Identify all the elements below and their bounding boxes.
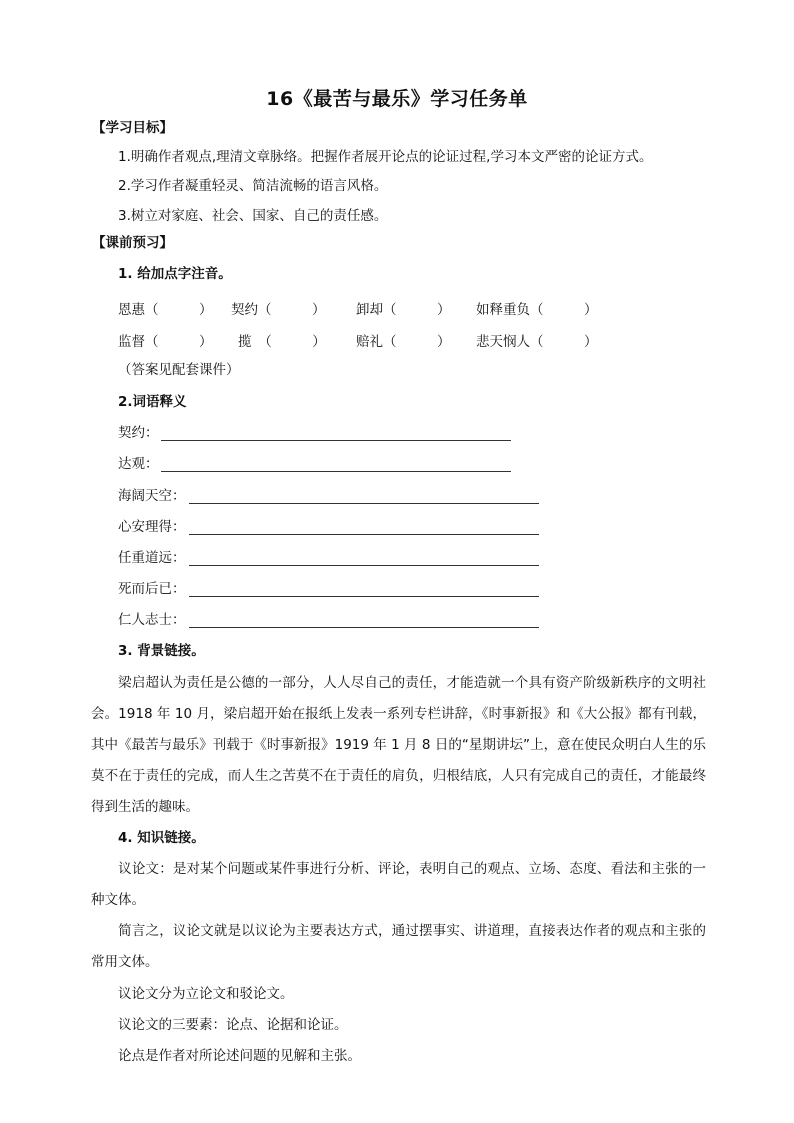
q1-heading: 1. 给加点字注音。	[118, 266, 232, 282]
pinyin-blank[interactable]: 赔礼（ ）	[356, 334, 451, 350]
knowledge-paragraph: 论点是作者对所论述问题的见解和主张。	[118, 1048, 361, 1064]
answer-line[interactable]	[161, 440, 511, 441]
term-label: 死而后已：	[118, 581, 186, 597]
term-label: 心安理得：	[118, 519, 186, 535]
answer-line[interactable]	[189, 596, 539, 597]
preview-heading: 【课前预习】	[92, 235, 173, 251]
goal-item: 3.树立对家庭、社会、国家、自己的责任感。	[118, 208, 388, 224]
knowledge-paragraph: 议论文：是对某个问题或某件事进行分析、评论，表明自己的观点、立场、态度、看法和主张的一种文体。	[91, 861, 706, 908]
goals-heading: 【学习目标】	[92, 120, 173, 136]
answer-line[interactable]	[189, 534, 539, 535]
goal-item: 2.学习作者凝重轻灵、简洁流畅的语言风格。	[118, 178, 388, 194]
term-label: 契约：	[118, 425, 159, 441]
pinyin-blank[interactable]: 如释重负（ ）	[476, 302, 598, 318]
pinyin-blank[interactable]: 监督（ ）	[118, 334, 213, 350]
term-label: 仁人志士：	[118, 612, 186, 628]
answer-line[interactable]	[189, 503, 539, 504]
q2-heading: 2.词语释义	[118, 394, 187, 410]
answer-note: （答案见配套课件）	[118, 362, 240, 378]
pinyin-blank[interactable]: 恩惠（ ）	[118, 302, 213, 318]
answer-line[interactable]	[189, 627, 539, 628]
knowledge-paragraph: 议论文分为立论文和驳论文。	[118, 986, 294, 1002]
pinyin-blank[interactable]: 契约（ ）	[231, 302, 326, 318]
pinyin-blank[interactable]: 悲天悯人（ ）	[476, 334, 598, 350]
pinyin-blank[interactable]: 卸却（ ）	[356, 302, 451, 318]
knowledge-paragraph: 议论文的三要素：论点、论据和论证。	[118, 1017, 348, 1033]
answer-line[interactable]	[161, 471, 511, 472]
q3-heading: 3. 背景链接。	[118, 643, 205, 659]
q4-heading: 4. 知识链接。	[118, 830, 205, 846]
term-label: 海阔天空：	[118, 488, 186, 504]
term-label: 任重道远：	[118, 550, 186, 566]
term-label: 达观：	[118, 456, 159, 472]
knowledge-paragraph: 简言之，议论文就是以议论为主要表达方式，通过摆事实、讲道理，直接表达作者的观点和主张的常用文体。	[91, 923, 706, 970]
document-title: 16《最苦与最乐》学习任务单	[266, 88, 528, 110]
pinyin-blank[interactable]: 揽 （ ）	[238, 334, 326, 350]
background-paragraph: 梁启超认为责任是公德的一部分，人人尽自己的责任，才能造就一个具有资产阶级新秩序的文明社会。1918 年 10 月，梁启超开始在报纸上发表一系列专栏讲辞，《时事新报》和《大公报》都有刊载，其中《最苦与最乐》刊载于《时事新报》1919 年 1 月 8 日的“星期讲坛”上，意在使民众明白人生的乐莫不在于责任的完成，而人生之苦莫不在于责任的肩负，归根结底，人只有完成自己的责任，才能最终得到生活的趣味。	[91, 675, 706, 815]
answer-line[interactable]	[189, 565, 539, 566]
goal-item: 1.明确作者观点,理清文章脉络。把握作者展开论点的论证过程,学习本文严密的论证方式。	[118, 149, 653, 165]
